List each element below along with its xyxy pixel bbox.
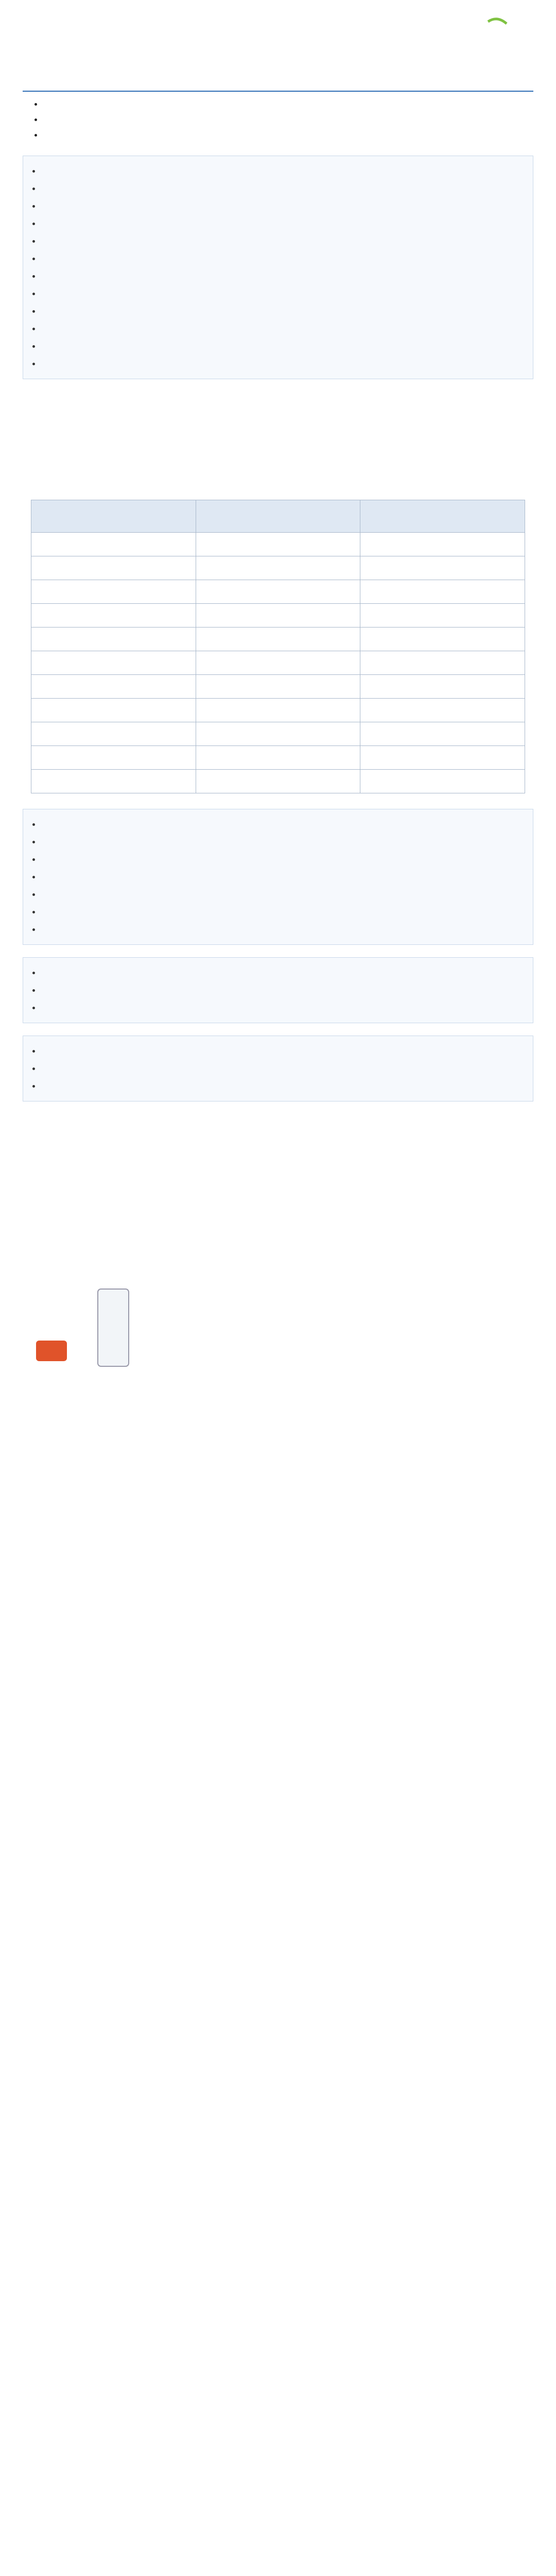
table-cell-value [196,604,360,628]
table-cell-value [360,675,525,699]
table-header [31,500,196,533]
table-cell-name [31,604,196,628]
table-cell-value [196,580,360,604]
table-row [31,651,525,675]
table-cell-value [360,651,525,675]
note-item [41,267,525,285]
table-cell-value [360,746,525,770]
table-cell-value [360,628,525,651]
table-row [31,722,525,746]
table-cell-name [31,722,196,746]
table-header [360,500,525,533]
self-provide-box [23,809,533,945]
table-row [31,580,525,604]
self-provide-item [41,903,525,921]
prep-item [41,999,525,1016]
note-item [41,302,525,320]
table-cell-value [196,628,360,651]
table-cell-value [360,580,525,604]
self-provide-item [41,851,525,868]
table-cell-name [31,699,196,722]
note-item [41,162,525,180]
table-cell-value [360,604,525,628]
note-item [41,285,525,302]
logo-leaf-icon [488,19,507,24]
intro-list [23,97,533,143]
table-cell-name [31,533,196,556]
note-item [41,355,525,372]
table-row [31,628,525,651]
table-row [31,604,525,628]
table-cell-value [196,770,360,793]
intro-item [43,128,533,143]
table-row [31,746,525,770]
note-item [41,197,525,215]
self-provide-item [41,886,525,903]
table-cell-value [196,746,360,770]
tip-item [41,1042,525,1060]
table-cell-name [31,556,196,580]
table-cell-value [360,556,525,580]
note-item [41,232,525,250]
dilution-illustration [21,1212,535,1397]
table-cell-name [31,628,196,651]
reference-vial [98,1289,129,1366]
table-cell-value [196,651,360,675]
tips-box [23,1036,533,1101]
tip-item [41,1077,525,1095]
catalog-number [23,80,533,92]
table-row [31,556,525,580]
table-row [31,699,525,722]
intro-item [43,97,533,112]
table-cell-name [31,746,196,770]
note-item [41,250,525,267]
table-cell-name [31,770,196,793]
self-provide-item [41,921,525,938]
table-cell-value [196,675,360,699]
self-provide-item [41,833,525,851]
table-cell-name [31,651,196,675]
kit-config-table [31,500,525,793]
self-provide-item [41,816,525,833]
table-cell-name [31,675,196,699]
table-cell-value [196,556,360,580]
note-item [41,180,525,197]
brand-logo [411,13,529,63]
table-cell-value [360,699,525,722]
note-item [41,320,525,337]
header [11,0,545,77]
note-item [41,215,525,232]
self-provide-item [41,868,525,886]
table-cell-value [360,770,525,793]
table-row [31,533,525,556]
table-cell-value [360,533,525,556]
table-cell-value [196,699,360,722]
tip-item [41,1060,525,1077]
table-cell-value [196,533,360,556]
table-header [196,500,360,533]
table-cell-value [360,722,525,746]
reagent-box [36,1341,67,1361]
table-row [31,770,525,793]
table-cell-value [196,722,360,746]
prep-item [41,964,525,981]
prep-box [23,957,533,1023]
intro-item [43,112,533,128]
note-item [41,337,525,355]
notes-box [23,156,533,379]
prep-item [41,981,525,999]
table-row [31,675,525,699]
table-cell-name [31,580,196,604]
